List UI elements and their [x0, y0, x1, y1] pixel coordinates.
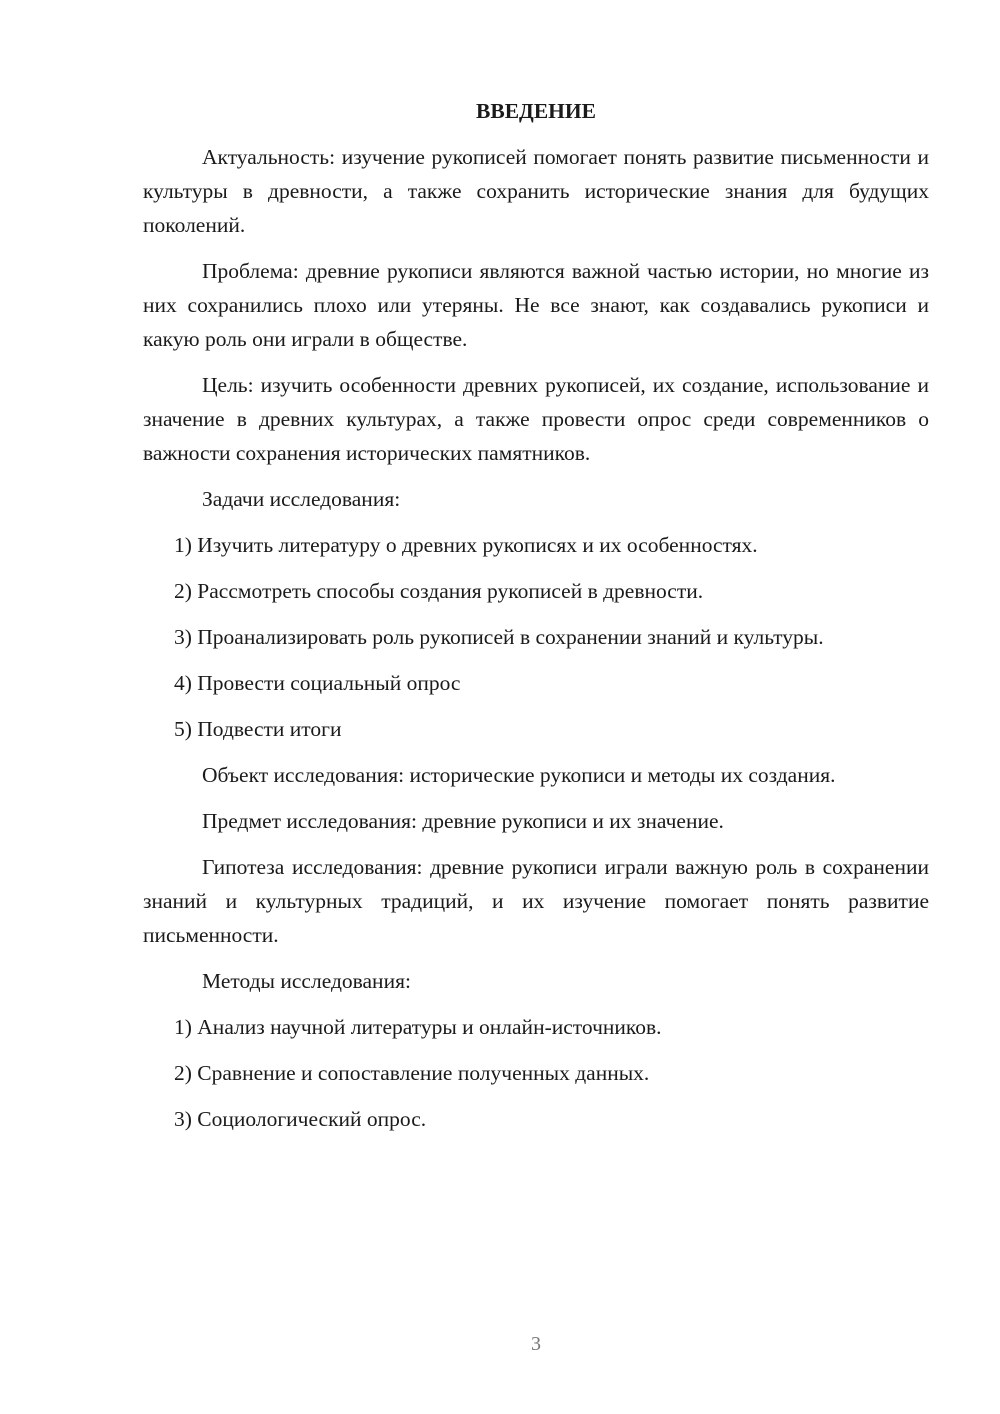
research-object-paragraph: Объект исследования: исторические рукописи и методы их создания.: [202, 763, 836, 787]
page-title: ВВЕДЕНИЕ: [476, 99, 596, 123]
task-item: 3) Проанализировать роль рукописей в сохранении знаний и культуры.: [174, 625, 824, 649]
task-item: 1) Изучить литературу о древних рукописях и их особенностях.: [174, 533, 758, 557]
method-item: 2) Сравнение и сопоставление полученных данных.: [174, 1061, 650, 1085]
page-content: [143, 96, 929, 1148]
problem-paragraph: Проблема: древние рукописи являются важной частью истории, но многие из них сохранились плохо или утеряны. Не все знают, как создавались рукописи и какую роль они играли в обществе.: [143, 259, 929, 351]
method-item: 3) Социологический опрос.: [174, 1107, 427, 1131]
methods-heading: Методы исследования:: [202, 969, 411, 993]
task-item: 2) Рассмотреть способы создания рукописей в древности.: [174, 579, 704, 603]
page-number: 3: [531, 1333, 541, 1355]
tasks-heading: Задачи исследования:: [202, 487, 401, 511]
task-item: 5) Подвести итоги: [174, 717, 342, 741]
relevance-paragraph: Актуальность: изучение рукописей помогает понять развитие письменности и культуры в древности, а также сохранить исторические знания для будущих поколений.: [143, 145, 929, 237]
task-item: 4) Провести социальный опрос: [174, 671, 461, 695]
research-subject-paragraph: Предмет исследования: древние рукописи и их значение.: [202, 809, 724, 833]
hypothesis-paragraph: Гипотеза исследования: древние рукописи играли важную роль в сохранении знаний и культурных традиций, и их изучение помогает понять развитие письменности.: [143, 855, 929, 947]
method-item: 1) Анализ научной литературы и онлайн-источников.: [174, 1015, 662, 1039]
goal-paragraph: Цель: изучить особенности древних рукописей, их создание, использование и значение в древних культурах, а также провести опрос среди современников о важности сохранения исторических памятников.: [143, 373, 929, 465]
